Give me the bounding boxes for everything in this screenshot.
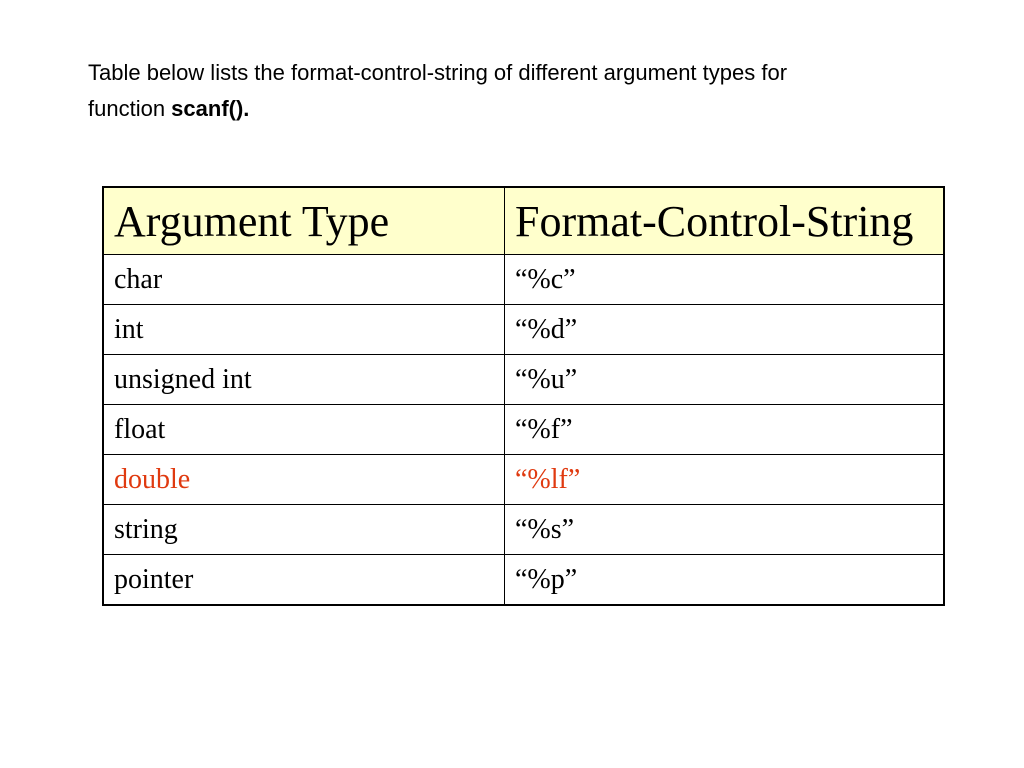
format-string-cell: “%d” [505,305,945,355]
intro-line-2-prefix: function [88,96,172,121]
format-string-cell: “%lf” [505,455,945,505]
argument-type-cell: char [103,255,505,305]
argument-type-cell: string [103,505,505,555]
format-string-cell: “%f” [505,405,945,455]
argument-type-cell: unsigned int [103,355,505,405]
format-string-cell: “%p” [505,555,945,606]
argument-type-cell: pointer [103,555,505,606]
table-row [103,355,944,405]
table-row [103,305,944,355]
format-string-cell: “%c” [505,255,945,305]
table-row-highlighted [103,455,944,505]
table-row [103,255,944,305]
format-table [102,186,945,606]
intro-line-1: Table below lists the format-control-string of different argument types for [88,60,788,85]
intro-text [88,58,908,123]
intro-line-2 [88,94,908,123]
format-string-cell: “%s” [505,505,945,555]
table-row [103,555,944,606]
format-string-cell: “%u” [505,355,945,405]
header-format-control-string: Format-Control-String [505,187,945,255]
argument-type-cell: double [103,455,505,505]
table-header-row [103,187,944,255]
function-name: scanf(). [171,96,250,121]
argument-type-cell: int [103,305,505,355]
table-row [103,505,944,555]
argument-type-cell: float [103,405,505,455]
header-argument-type: Argument Type [103,187,505,255]
table-row [103,405,944,455]
